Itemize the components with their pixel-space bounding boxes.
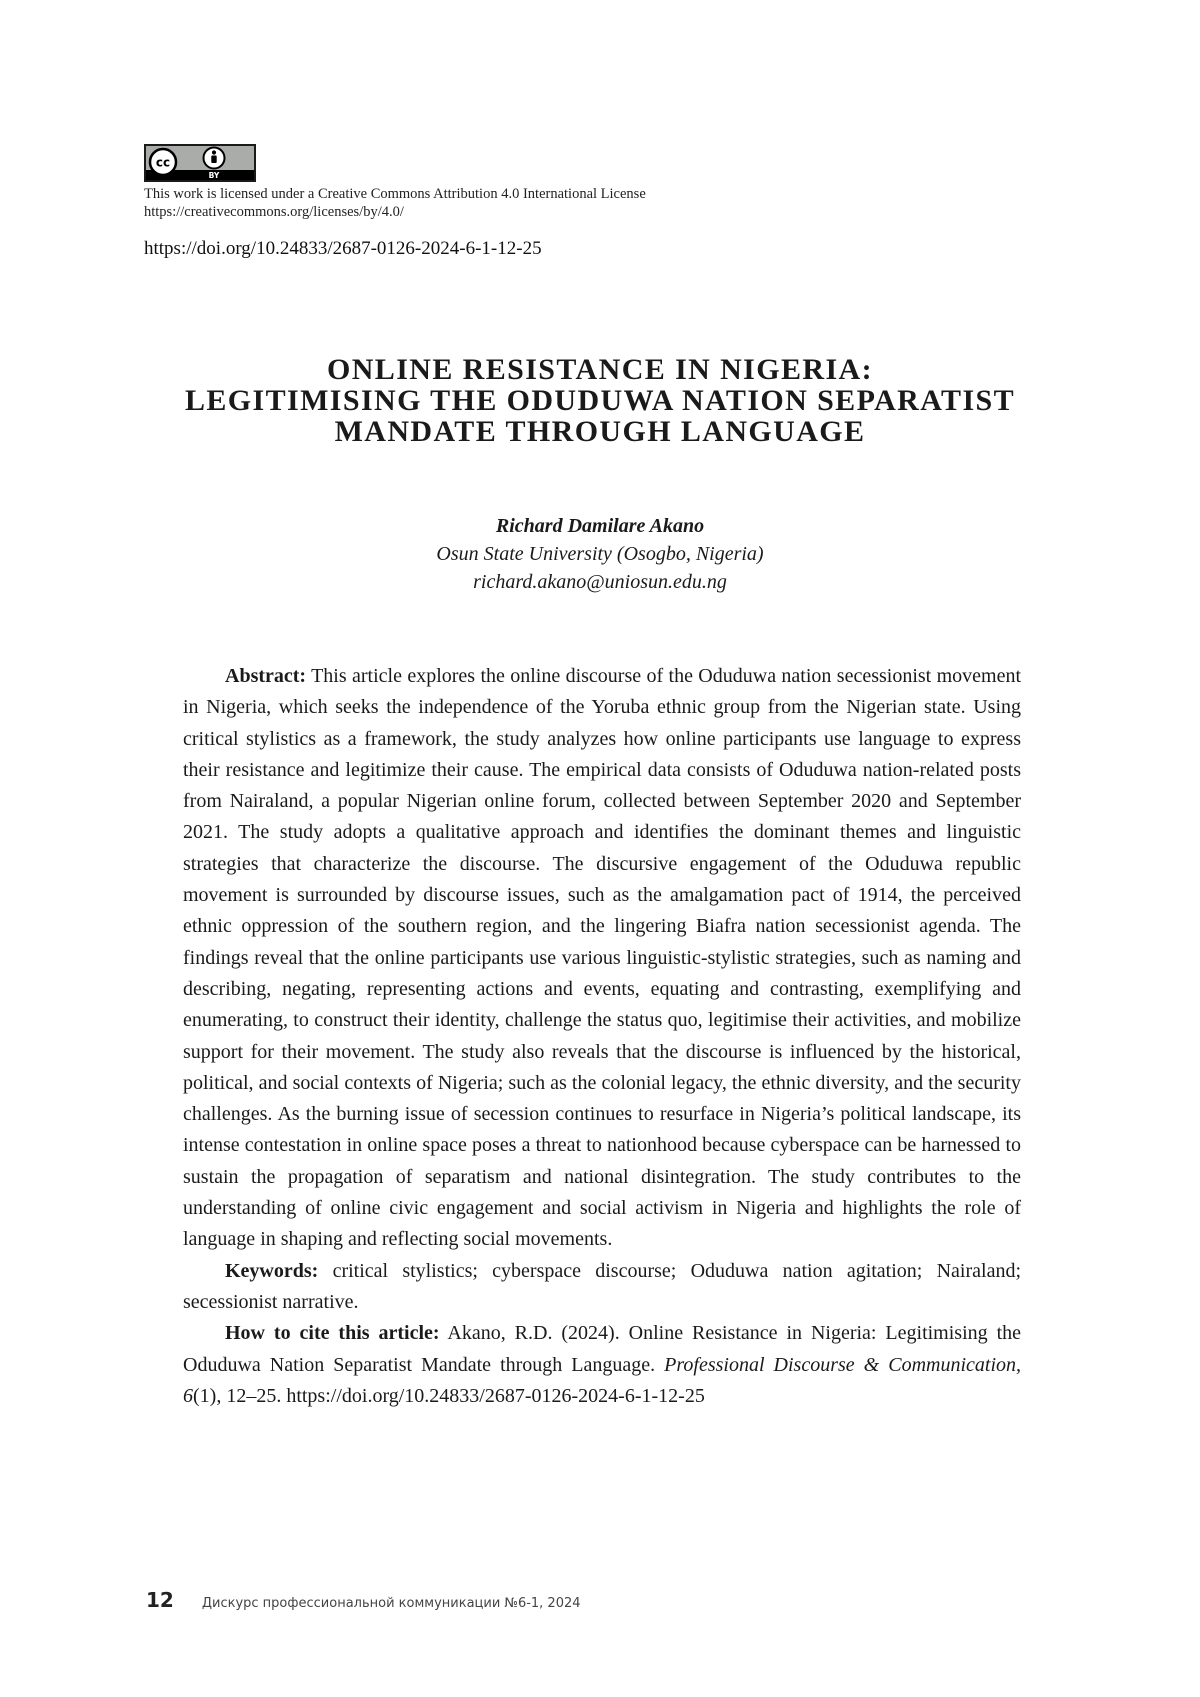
page-footer [146,1588,581,1612]
abstract-text: This article explores the online discourse of the Oduduwa nation secessionist movement in Nigeria, which seeks the independence of the Yoruba ethnic group from the Nigerian state. Using critical stylistics as a framework, the study analyzes how online participants use language to express their resistance and legitimize their cause. The empirical data consists of Oduduwa nation-related posts from Nairaland, a popular Nigerian online forum, collected between September 2020 and September 2021. The study adopts a qualitative approach and identifies the dominant themes and linguistic strategies that characterize the discourse. The discursive engagement of the Oduduwa republic movement is surrounded by discourse issues, such as the amalgamation pact of 1914, the perceived ethnic oppression of the southern region, and the lingering Biafra nation secessionist agenda. The findings reveal that the online participants use various linguistic-stylistic strategies, such as naming and describing, negating, representing actions and events, equating and contrasting, exemplifying and enumerating, to construct their identity, challenge the status quo, legitimise their activities, and mobilize support for their movement. The study also reveals that the discourse is influenced by the historical, political, and social contexts of Nigeria; such as the colonial legacy, the ethnic diversity, and the security challenges. As the burning issue of secession continues to resurface in Nigeria’s political landscape, its intense contestation in online space poses a threat to nationhood because cyberspace can be harnessed to sustain the propagation of separatism and national disintegration. The study contributes to the understanding of online civic engagement and social activism in Nigeria and highlights the role of language in shaping and reflecting social movements. [183,665,1021,1251]
journal-running-title: Дискурс профессиональной коммуникации №6-1, 2024 [201,1596,581,1611]
author-block [120,512,1080,596]
citation-label: How to cite this article: [225,1322,440,1345]
author-name: Richard Damilare Akano [495,515,705,537]
abstract-paragraph [183,661,1021,1256]
citation-paragraph [183,1318,1021,1412]
article-title [120,354,1080,447]
by-text: BY [208,171,220,180]
citation-journal: Professional Discourse & Communication, 6 [183,1353,1022,1407]
citation-reference: Akano, R.D. (2024). Online Resistance in Nigeria: Legitimising the Oduduwa Nation Separatist Mandate through Language. [183,1322,1021,1376]
license-notice [144,185,646,221]
abstract-section [183,661,1021,1412]
keywords-label: Keywords: [225,1259,319,1282]
title-line-3: MANDATE THROUGH LANGUAGE [334,415,866,448]
abstract-label: Abstract: [225,665,307,687]
title-line-1: ONLINE RESISTANCE IN NIGERIA: [327,353,873,386]
title-line-2: LEGITIMISING THE ODUDUWA NATION SEPARATIST [184,384,1016,417]
license-statement: This work is licensed under a Creative Commons Attribution 4.0 International License [144,186,646,202]
author-email[interactable]: richard.akano@uniosun.edu.ng [473,571,727,593]
keywords-text: critical stylistics; cyberspace discourse; Oduduwa nation agitation; Nairaland; secessionist narrative. [183,1259,1022,1313]
citation-issue-doi: (1), 12–25. https://doi.org/10.24833/2687-0126-2024-6-1-12-25 [193,1384,705,1407]
license-url[interactable]: https://creativecommons.org/licenses/by/4.0/ [144,204,404,220]
keywords-paragraph [183,1256,1021,1319]
page-number: 12 [146,1588,174,1612]
doi-link[interactable]: https://doi.org/10.24833/2687-0126-2024-6-1-12-25 [144,238,542,259]
cc-by-license-badge[interactable] [144,144,256,182]
author-affiliation: Osun State University (Osogbo, Nigeria) [436,543,764,565]
cc-text: cc [155,155,171,170]
